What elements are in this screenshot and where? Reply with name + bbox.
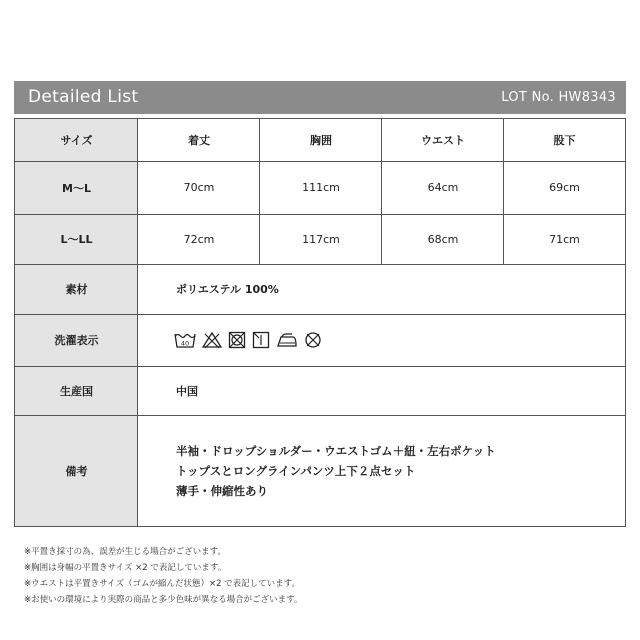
divider xyxy=(503,119,504,264)
divider xyxy=(15,264,625,265)
no-tumble-dry-icon xyxy=(228,331,246,349)
iron-low-icon xyxy=(276,331,298,349)
notes-line: トップスとロングラインパンツ上下２点セット xyxy=(176,463,416,478)
divider xyxy=(259,119,260,264)
list-title: Detailed List xyxy=(28,87,139,107)
size-row-label: M～L xyxy=(15,161,138,214)
notes-value xyxy=(138,415,625,526)
size-header: サイズ xyxy=(15,119,138,161)
table-cell: 72cm xyxy=(183,232,215,246)
table-cell: 64cm xyxy=(427,181,459,194)
detail-table xyxy=(14,118,626,527)
divider xyxy=(15,214,625,215)
material-value: ポリエステル 100% xyxy=(176,283,279,296)
divider xyxy=(15,161,625,162)
table-cell: 68cm xyxy=(427,232,459,246)
material-label: 素材 xyxy=(15,264,138,314)
wash-40-icon xyxy=(174,331,196,349)
country-label: 生産国 xyxy=(15,366,138,415)
notes-line: 半袖・ドロップショルダー・ウエストゴム＋紐・左右ポケット xyxy=(176,443,496,458)
country-value: 中国 xyxy=(176,384,198,398)
col-header-length: 着丈 xyxy=(188,134,210,147)
notes-line: 薄手・伸縮性あり xyxy=(176,483,268,498)
divider xyxy=(15,314,625,315)
list-header xyxy=(14,81,626,114)
divider xyxy=(15,366,625,367)
size-row-label: L～LL xyxy=(15,214,138,264)
table-cell: 70cm xyxy=(183,181,215,194)
care-label: 洗濯表示 xyxy=(15,314,138,366)
notes-label: 備考 xyxy=(15,415,138,526)
no-bleach-icon xyxy=(202,331,222,349)
table-cell: 71cm xyxy=(549,232,580,246)
col-header-waist: ウエスト xyxy=(421,134,465,147)
wash-temp: 40 xyxy=(180,339,190,348)
drip-dry-shade-icon xyxy=(252,331,270,349)
no-dry-clean-icon xyxy=(304,331,322,349)
col-header-inseam: 股下 xyxy=(553,134,576,147)
divider xyxy=(15,415,625,416)
table-cell: 69cm xyxy=(549,181,580,194)
col-header-chest: 胸囲 xyxy=(310,134,332,147)
divider xyxy=(381,119,382,264)
footnotes xyxy=(24,544,302,608)
footnote: ※ウエストは平置きサイズ（ゴムが縮んだ状態）×2 で表記しています。 xyxy=(24,579,300,589)
divider xyxy=(137,119,138,526)
footnote: ※お使いの環境により実際の商品と多少色味が異なる場合がございます。 xyxy=(24,595,303,605)
care-icons xyxy=(138,314,625,366)
table-cell: 117cm xyxy=(302,232,340,246)
lot-number: LOT No. HW8343 xyxy=(501,90,616,105)
table-cell: 111cm xyxy=(302,181,340,194)
footnote: ※胸囲は身幅の平置きサイズ ×2 で表記しています。 xyxy=(24,563,227,573)
footnote: ※平置き採寸の為、誤差が生じる場合がございます。 xyxy=(24,547,226,557)
